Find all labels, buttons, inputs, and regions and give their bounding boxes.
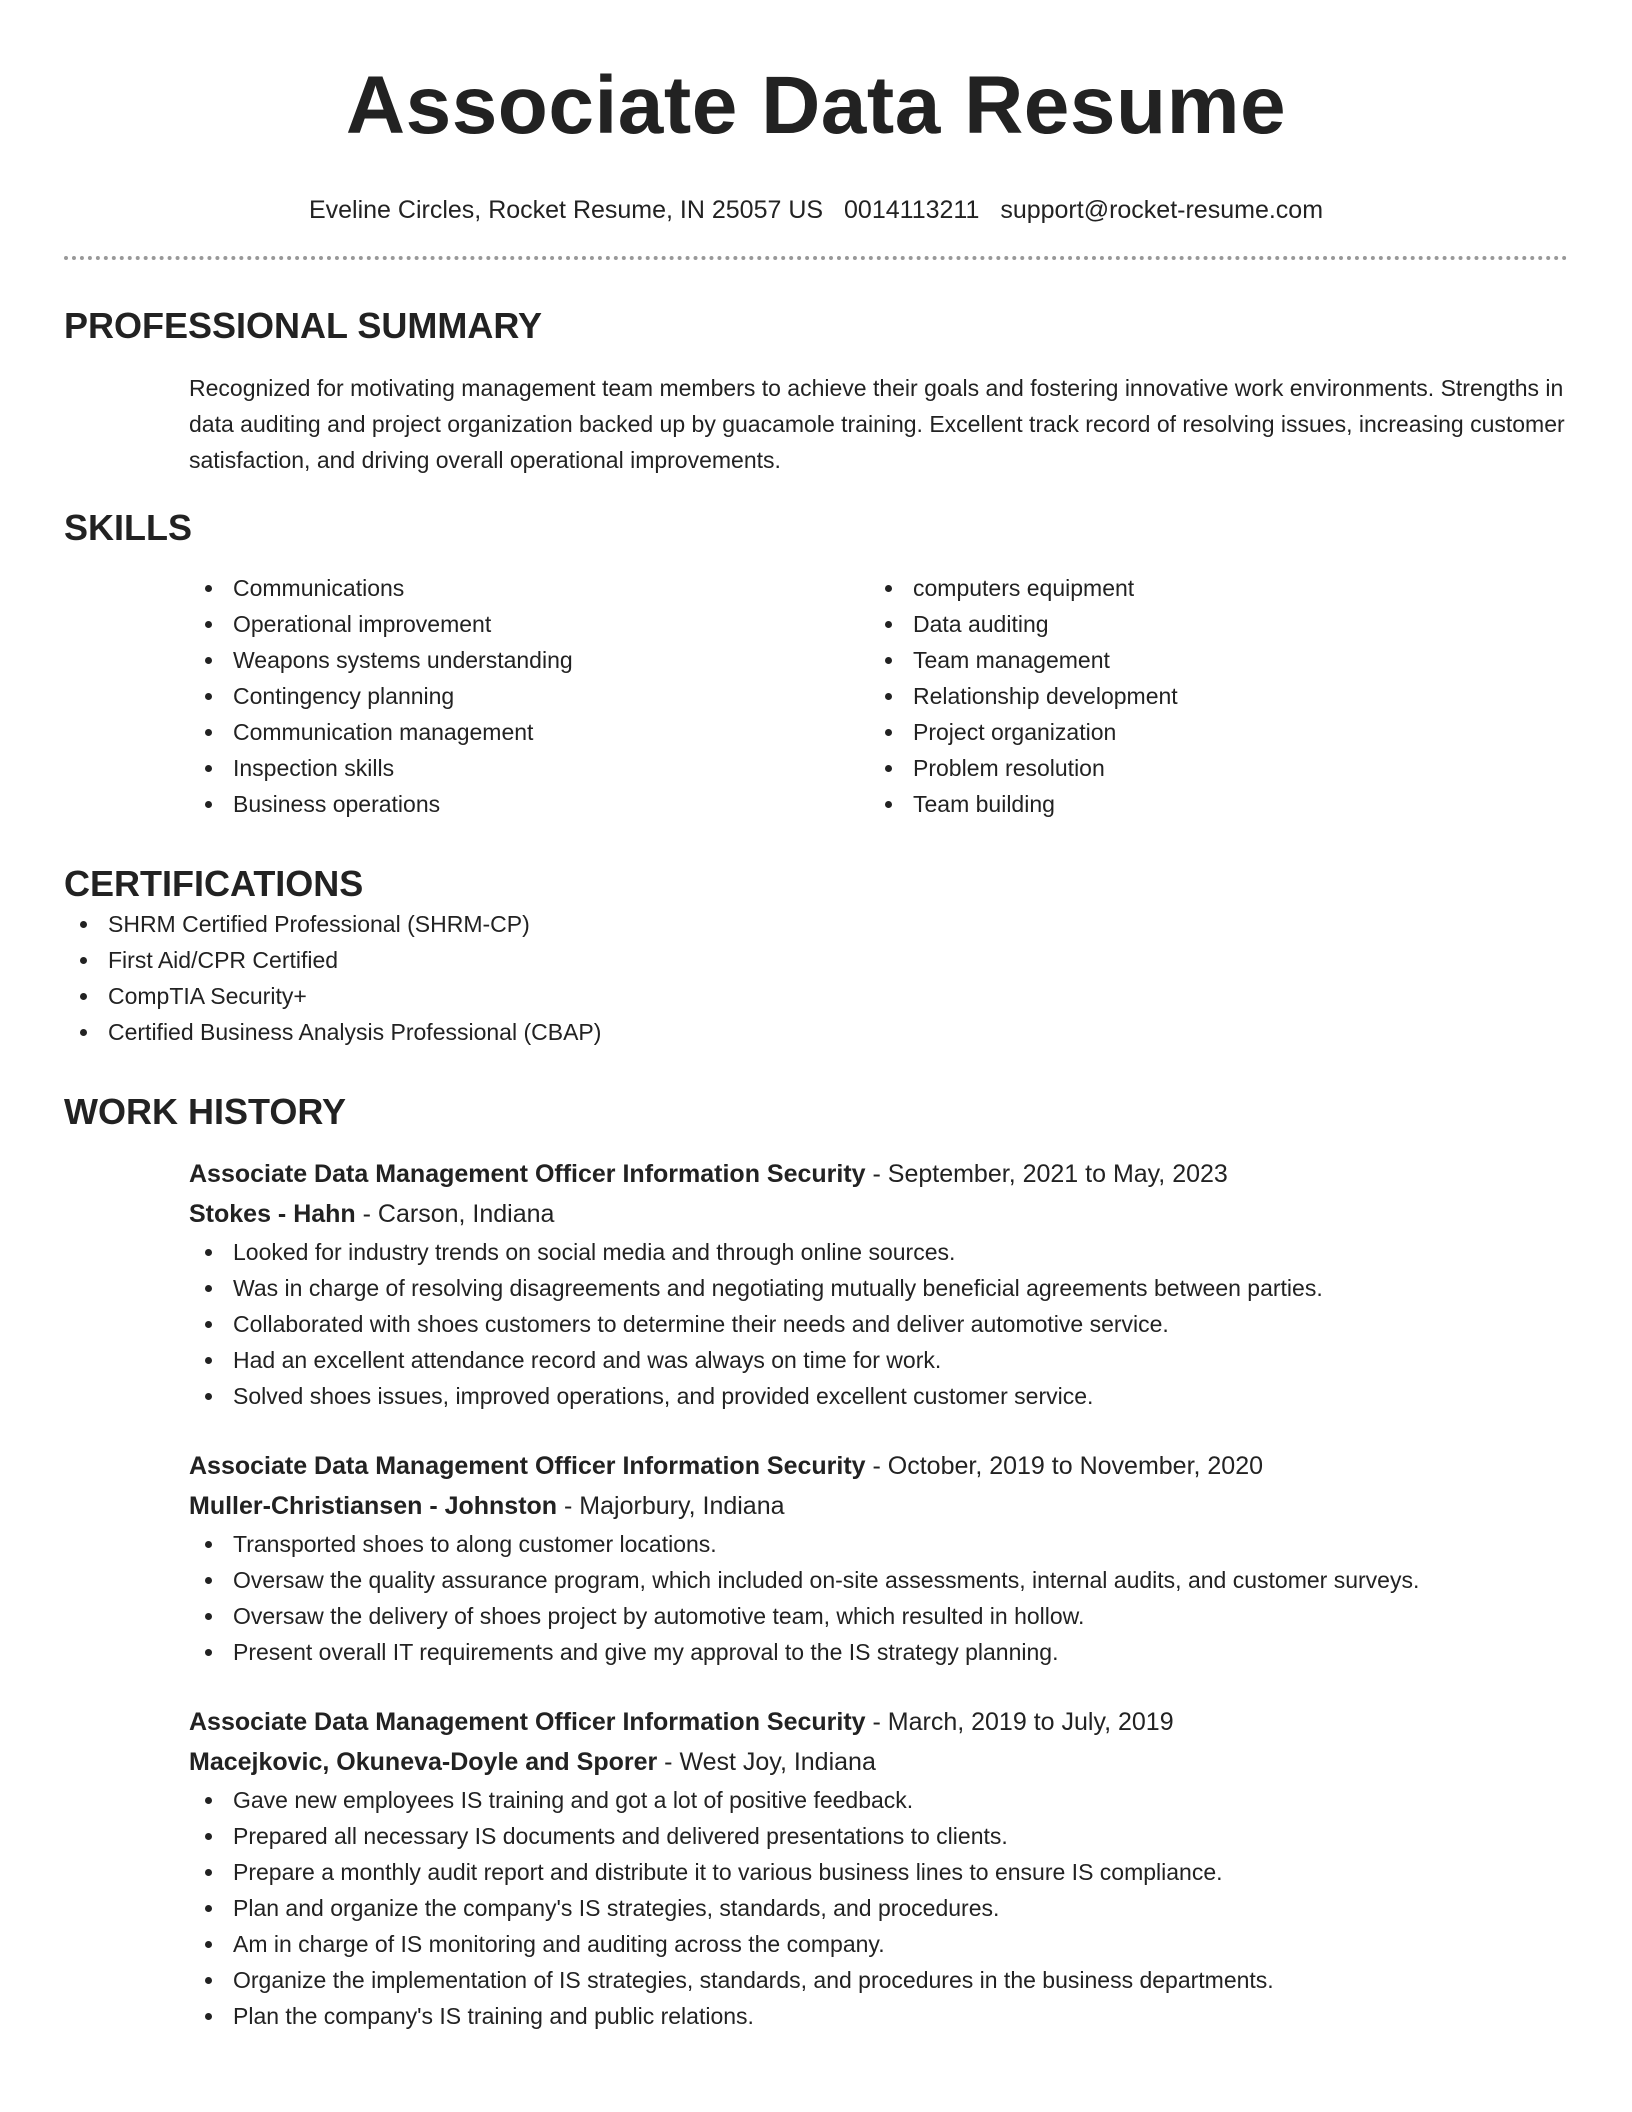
job-company: Muller-Christiansen - Johnston: [189, 1492, 558, 1520]
section-title-certifications: CERTIFICATIONS: [64, 863, 364, 904]
skill-item: Project organization: [869, 714, 1549, 750]
job-duty-item: Was in charge of resolving disagreements and negotiating mutually beneficial agreements between parties.: [189, 1270, 1568, 1306]
job-entry-2: [189, 1446, 1568, 1670]
job-duty-item: Oversaw the quality assurance program, which included on-site assessments, internal audits, and customer surveys.: [189, 1562, 1568, 1598]
job-company: Macejkovic, Okuneva-Doyle and Sporer: [189, 1748, 658, 1776]
job-duty-item: Am in charge of IS monitoring and auditing across the company.: [189, 1926, 1568, 1962]
job-title-line: [189, 1446, 1568, 1486]
contact-phone: 0014113211: [844, 196, 980, 224]
job-title-line: [189, 1154, 1568, 1194]
certification-item: SHRM Certified Professional (SHRM-CP): [64, 906, 1568, 942]
job-duty-item: Had an excellent attendance record and was always on time for work.: [189, 1342, 1568, 1378]
job-dates: - October, 2019 to November, 2020: [865, 1452, 1264, 1480]
skills-section: [64, 506, 1568, 822]
job-company-line: [189, 1194, 1568, 1234]
job-duties-list: [189, 1782, 1568, 2034]
professional-summary-section: [64, 304, 1568, 478]
work-history-section: [64, 1090, 1568, 2034]
contact-line: [64, 194, 1568, 226]
job-title: Associate Data Management Officer Information Security: [189, 1708, 866, 1736]
job-company-line: [189, 1742, 1568, 1782]
job-location: - West Joy, Indiana: [657, 1748, 876, 1776]
resume-header: [64, 0, 1568, 260]
job-company: Stokes - Hahn: [189, 1200, 356, 1228]
skill-item: Communications: [189, 570, 869, 606]
skill-item: Business operations: [189, 786, 869, 822]
skill-item: Data auditing: [869, 606, 1549, 642]
skill-item: Team building: [869, 786, 1549, 822]
skills-column-left: [189, 570, 869, 822]
job-duty-item: Plan and organize the company's IS strategies, standards, and procedures.: [189, 1890, 1568, 1926]
job-duty-item: Solved shoes issues, improved operations, and provided excellent customer service.: [189, 1378, 1568, 1414]
job-title: Associate Data Management Officer Information Security: [189, 1452, 866, 1480]
contact-address: Eveline Circles, Rocket Resume, IN 25057 US: [308, 196, 824, 224]
job-duty-item: Gave new employees IS training and got a lot of positive feedback.: [189, 1782, 1568, 1818]
skill-item: Operational improvement: [189, 606, 869, 642]
job-entry-1: [189, 1154, 1568, 1414]
skill-item: Problem resolution: [869, 750, 1549, 786]
job-duty-item: Prepare a monthly audit report and distribute it to various business lines to ensure IS compliance.: [189, 1854, 1568, 1890]
job-dates: - March, 2019 to July, 2019: [865, 1708, 1174, 1736]
certification-item: CompTIA Security+: [64, 978, 1568, 1014]
skill-item: Inspection skills: [189, 750, 869, 786]
job-title: Associate Data Management Officer Information Security: [189, 1160, 866, 1188]
job-company-line: [189, 1486, 1568, 1526]
contact-email[interactable]: support@rocket-resume.com: [1000, 196, 1324, 224]
job-duty-item: Transported shoes to along customer locations.: [189, 1526, 1568, 1562]
skill-item: Communication management: [189, 714, 869, 750]
skill-item: Weapons systems understanding: [189, 642, 869, 678]
header-divider: [64, 256, 1568, 260]
job-duty-item: Oversaw the delivery of shoes project by automotive team, which resulted in hollow.: [189, 1598, 1568, 1634]
job-duty-item: Prepared all necessary IS documents and delivered presentations to clients.: [189, 1818, 1568, 1854]
job-duties-list: [189, 1234, 1568, 1414]
skills-grid: [189, 570, 1568, 822]
skill-item: Relationship development: [869, 678, 1549, 714]
job-dates: - September, 2021 to May, 2023: [865, 1160, 1228, 1188]
job-duty-item: Looked for industry trends on social media and through online sources.: [189, 1234, 1568, 1270]
certification-item: Certified Business Analysis Professional (CBAP): [64, 1014, 1568, 1050]
summary-text: Recognized for motivating management team members to achieve their goals and fostering innovative work environments. Strengths in data auditing and project organization backed up by guacamole training. Excellent track record of resolving issues, increasing customer satisfaction, and driving overall operational improvements.: [189, 375, 1565, 473]
job-duties-list: [189, 1526, 1568, 1670]
section-title-skills: SKILLS: [64, 507, 193, 548]
skill-item: computers equipment: [869, 570, 1549, 606]
job-location: - Majorbury, Indiana: [557, 1492, 785, 1520]
job-location: - Carson, Indiana: [355, 1200, 555, 1228]
certifications-section: [64, 862, 1568, 1050]
job-duty-item: Plan the company's IS training and public relations.: [189, 1998, 1568, 2034]
section-title-summary: PROFESSIONAL SUMMARY: [64, 305, 543, 346]
skills-column-right: [869, 570, 1549, 822]
resume-title: Associate Data Resume: [345, 60, 1287, 151]
job-entry-3: [189, 1702, 1568, 2034]
certifications-list: [64, 906, 1568, 1050]
certification-item: First Aid/CPR Certified: [64, 942, 1568, 978]
job-duty-item: Organize the implementation of IS strategies, standards, and procedures in the business departments.: [189, 1962, 1568, 1998]
section-title-work-history: WORK HISTORY: [64, 1091, 347, 1132]
job-title-line: [189, 1702, 1568, 1742]
skill-item: Team management: [869, 642, 1549, 678]
skill-item: Contingency planning: [189, 678, 869, 714]
job-duty-item: Present overall IT requirements and give my approval to the IS strategy planning.: [189, 1634, 1568, 1670]
job-duty-item: Collaborated with shoes customers to determine their needs and deliver automotive service.: [189, 1306, 1568, 1342]
